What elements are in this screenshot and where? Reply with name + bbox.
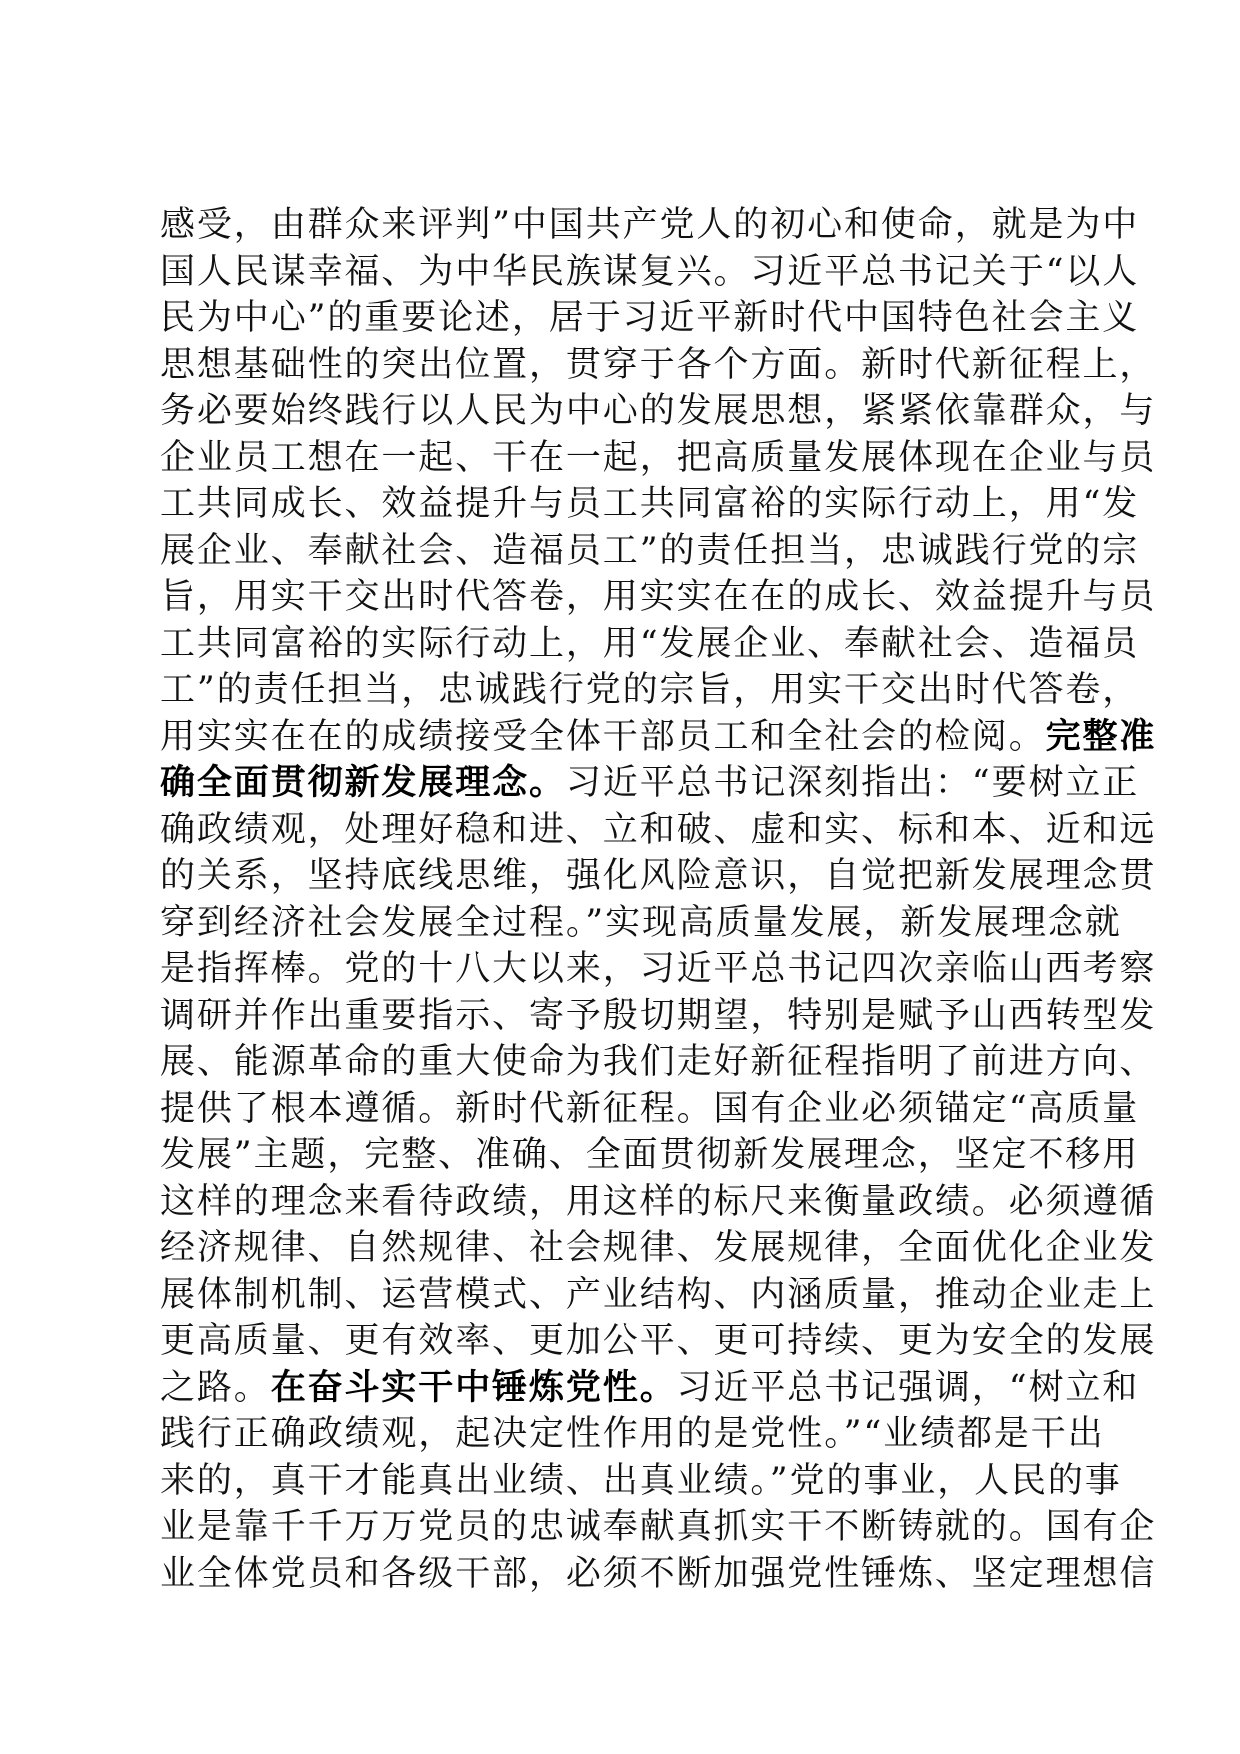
text-line — [160, 667, 1140, 714]
text-line — [160, 760, 1140, 807]
text-line — [160, 1086, 1140, 1133]
body-text: 确政绩观，处理好稳和进、立和破、虚和实、标和本、近和远 — [160, 809, 1157, 850]
body-text: 旨，用实干交出时代答卷，用实实在在的成长、效益提升与员 — [160, 577, 1157, 617]
text-line — [160, 807, 1157, 854]
body-text: 业是靠千千万万党员的忠诚奉献真抓实干不断铸就的。国有企 — [160, 1507, 1157, 1547]
text-line — [160, 249, 1140, 296]
text-line — [160, 202, 1140, 249]
body-text: 展、能源革命的重大使命为我们走好新征程指明了前进方向、 — [160, 1042, 1157, 1082]
text-line — [160, 900, 1122, 947]
body-text: 发展”主题，完整、准确、全面贯彻新发展理念，坚定不移用 — [160, 1135, 1140, 1175]
body-text: 经济规律、自然规律、社会规律、发展规律，全面优化企业发 — [160, 1228, 1157, 1268]
body-text: 感受，由群众来评判”中国共产党人的初心和使命，就是为中 — [160, 205, 1140, 245]
body-text: 业全体党员和各级干部，必须不断加强党性锤炼、坚定理想信 — [160, 1553, 1157, 1594]
text-line — [160, 714, 1157, 761]
text-line — [160, 1039, 1157, 1086]
body-text: 穿到经济社会发展全过程。”实现高质量发展，新发展理念就 — [160, 902, 1122, 943]
body-text: 调研并作出重要指示、寄予殷切期望，特别是赋予山西转型发 — [160, 995, 1157, 1036]
body-text: 工共同富裕的实际行动上，用“发展企业、奉献社会、造福员 — [160, 623, 1140, 664]
body-text: 工共同成长、效益提升与员工共同富裕的实际行动上，用“发 — [160, 484, 1140, 524]
text-line — [160, 1504, 1157, 1551]
body-text: 是指挥棒。党的十八大以来，习近平总书记四次亲临山西考察 — [160, 949, 1157, 989]
body-text: 展企业、奉献社会、造福员工”的责任担当，忠诚践行党的宗 — [160, 530, 1140, 571]
text-line — [160, 1551, 1157, 1598]
bold-heading-text: 完整准 — [1045, 716, 1157, 757]
body-text: 思想基础性的突出位置，贯穿于各个方面。新时代新征程上， — [160, 344, 1157, 385]
text-line — [160, 1458, 1122, 1505]
text-line — [160, 1365, 1140, 1412]
bold-heading-text: 在奋斗实干中锤炼党性。 — [270, 1367, 677, 1408]
text-line — [160, 1132, 1140, 1179]
body-text: 国人民谋幸福、为中华民族谋复兴。习近平总书记关于“以人 — [160, 251, 1140, 292]
body-text: 用实实在在的成绩接受全体干部员工和全社会的检阅。 — [160, 716, 1046, 757]
text-line — [160, 853, 1157, 900]
text-line — [160, 295, 1140, 342]
body-text: 践行正确政绩观，起决定性作用的是党性。”“业绩都是干出 — [160, 1414, 1105, 1454]
body-text: 这样的理念来看待政绩，用这样的标尺来衡量政绩。必须遵循 — [160, 1181, 1157, 1222]
text-line — [160, 528, 1140, 575]
body-text: 的关系，坚持底线思维，强化风险意识，自觉把新发展理念贯 — [160, 856, 1157, 896]
text-line — [160, 1411, 1105, 1458]
body-text: 工”的责任担当，忠诚践行党的宗旨，用实干交出时代答卷， — [160, 670, 1140, 710]
body-text: 习近平总书记强调，“树立和 — [676, 1367, 1140, 1408]
document-body — [160, 202, 1157, 1597]
text-line — [160, 574, 1157, 621]
body-text: 之路。 — [160, 1367, 271, 1408]
body-text: 提供了根本遵循。新时代新征程。国有企业必须锚定“高质量 — [160, 1088, 1140, 1129]
text-line — [160, 1318, 1157, 1365]
body-text: 民为中心”的重要论述，居于习近平新时代中国特色社会主义 — [160, 298, 1140, 338]
bold-heading-text: 确全面贯彻新发展理念。 — [160, 763, 566, 803]
body-text: 企业员工想在一起、干在一起，把高质量发展体现在企业与员 — [160, 437, 1157, 478]
text-line — [160, 946, 1157, 993]
text-line — [160, 1225, 1157, 1272]
body-text: 来的，真干才能真出业绩、出真业绩。”党的事业，人民的事 — [160, 1460, 1122, 1501]
body-text: 习近平总书记深刻指出：“要树立正 — [565, 763, 1140, 803]
text-line — [160, 435, 1157, 482]
body-text: 务必要始终践行以人民为中心的发展思想，紧紧依靠群众，与 — [160, 391, 1157, 431]
text-line — [160, 1272, 1157, 1319]
text-line — [160, 481, 1140, 528]
body-text: 展体制机制、运营模式、产业结构、内涵质量，推动企业走上 — [160, 1274, 1157, 1315]
text-line — [160, 993, 1157, 1040]
text-line — [160, 388, 1157, 435]
text-line — [160, 1179, 1157, 1226]
body-text: 更高质量、更有效率、更加公平、更可持续、更为安全的发展 — [160, 1321, 1157, 1361]
text-line — [160, 342, 1157, 389]
text-line — [160, 621, 1140, 668]
